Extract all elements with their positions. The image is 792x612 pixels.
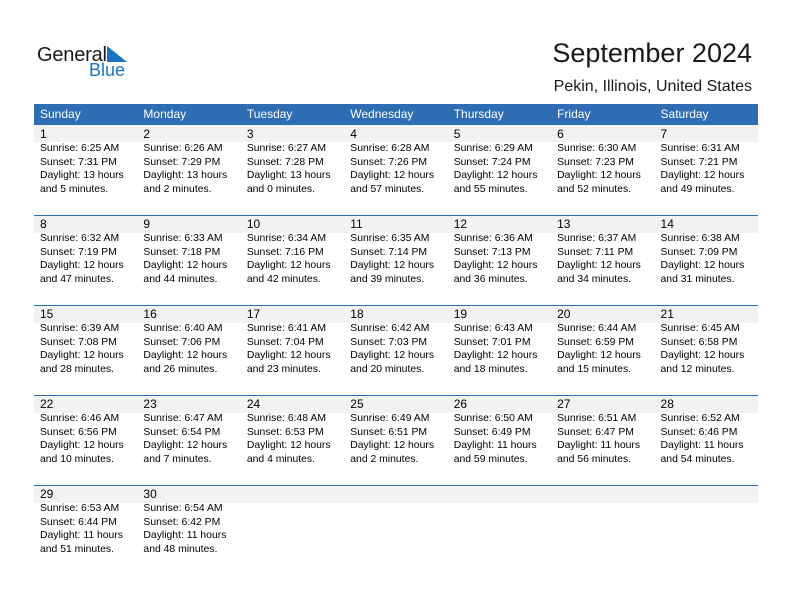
day-daylight2: and 49 minutes. [660,183,735,195]
weekday-friday: Friday [557,107,591,121]
day-daylight1: Daylight: 13 hours [246,170,331,182]
day-cell [551,305,654,376]
weekday-thursday: Thursday [453,107,504,121]
day-sunrise: Sunrise: 6:54 AM [143,503,223,514]
day-sunset: Sunset: 7:18 PM [143,246,221,258]
day-daylight2: and 34 minutes. [557,273,632,285]
day-number: 30 [143,487,157,501]
day-number: 25 [350,397,364,411]
day-sunset: Sunset: 7:06 PM [143,336,221,348]
day-daylight2: and 56 minutes. [557,453,632,465]
day-cell [137,215,240,286]
week-row [34,125,758,215]
day-daylight1: Daylight: 12 hours [557,350,641,362]
day-sunrise: Sunrise: 6:43 AM [453,323,533,334]
day-daylight2: and 55 minutes. [453,183,528,195]
day-sunset: Sunset: 6:51 PM [350,426,428,438]
day-sunset: Sunset: 6:44 PM [40,516,117,528]
day-number: 27 [557,397,571,411]
day-daylight1: Daylight: 13 hours [143,170,228,182]
day-daylight2: and 59 minutes. [453,453,528,465]
day-cell [655,305,758,376]
day-daylight1: Daylight: 12 hours [453,170,538,182]
day-sunrise: Sunrise: 6:38 AM [660,233,740,244]
day-cell [344,305,447,376]
day-daylight1: Daylight: 12 hours [246,440,331,452]
day-sunrise: Sunrise: 6:36 AM [453,233,533,244]
day-daylight2: and 39 minutes. [350,273,425,285]
day-number: 13 [557,217,571,231]
day-sunrise: Sunrise: 6:48 AM [246,413,326,424]
day-sunset: Sunset: 6:46 PM [660,426,738,438]
day-cell [551,395,654,466]
day-daylight1: Daylight: 12 hours [350,170,435,182]
day-cell [551,125,654,196]
day-daylight1: Daylight: 12 hours [143,350,228,362]
day-cell [34,305,137,376]
day-cell [137,125,240,196]
day-daylight1: Daylight: 12 hours [40,440,124,452]
day-number: 2 [143,127,151,141]
week-cells [34,305,758,376]
day-number: 3 [246,127,254,141]
day-sunset: Sunset: 6:58 PM [660,336,738,348]
day-daylight2: and 0 minutes. [246,183,316,195]
day-daylight1: Daylight: 12 hours [453,350,538,362]
day-daylight2: and 15 minutes. [557,363,632,375]
day-daylight1: Daylight: 12 hours [660,170,745,182]
location-subtitle: Pekin, Illinois, United States [553,78,752,95]
day-sunrise: Sunrise: 6:29 AM [453,143,533,154]
day-daylight1: Daylight: 12 hours [143,260,228,272]
day-sunset: Sunset: 7:11 PM [557,246,634,258]
day-sunset: Sunset: 6:53 PM [246,426,324,438]
day-sunrise: Sunrise: 6:27 AM [246,143,326,154]
day-number: 12 [453,217,468,231]
day-daylight1: Daylight: 12 hours [246,260,331,272]
day-sunrise: Sunrise: 6:52 AM [660,413,740,424]
day-number: 11 [350,217,363,231]
day-sunset: Sunset: 7:09 PM [660,246,738,258]
weekday-sunday: Sunday [40,107,81,121]
logo-text-blue: Blue [89,60,126,80]
day-number: 19 [453,307,468,321]
logo [37,44,137,84]
day-cell [137,305,240,376]
day-cell [34,125,137,196]
day-cell [241,305,344,376]
day-sunset: Sunset: 6:56 PM [40,426,117,438]
week-cells [34,215,758,286]
day-daylight2: and 12 minutes. [660,363,735,375]
day-daylight1: Daylight: 11 hours [557,440,641,452]
weekday-header-row [34,104,758,125]
day-daylight2: and 52 minutes. [557,183,632,195]
day-number: 20 [557,307,571,321]
day-daylight2: and 7 minutes. [143,453,212,465]
day-daylight1: Daylight: 12 hours [660,260,745,272]
day-sunrise: Sunrise: 6:49 AM [350,413,430,424]
week-row [34,305,758,395]
day-sunset: Sunset: 6:42 PM [143,516,221,528]
day-daylight2: and 2 minutes. [350,453,419,465]
day-daylight1: Daylight: 13 hours [40,170,124,182]
day-number: 17 [246,307,261,321]
day-sunrise: Sunrise: 6:45 AM [660,323,740,334]
day-sunrise: Sunrise: 6:50 AM [453,413,533,424]
day-daylight1: Daylight: 11 hours [660,440,744,452]
day-daylight1: Daylight: 12 hours [246,350,331,362]
day-number: 29 [40,487,54,501]
day-sunset: Sunset: 6:49 PM [453,426,531,438]
day-cell [34,395,137,466]
week-cells [34,125,758,196]
day-daylight1: Daylight: 12 hours [350,260,435,272]
day-daylight1: Daylight: 12 hours [143,440,228,452]
day-cell [34,215,137,286]
day-daylight2: and 5 minutes. [40,183,109,195]
day-sunset: Sunset: 7:13 PM [453,246,531,258]
day-sunset: Sunset: 7:31 PM [40,156,117,168]
day-sunrise: Sunrise: 6:44 AM [557,323,637,334]
page-title: September 2024 [552,38,752,68]
day-number: 21 [660,307,674,321]
day-sunset: Sunset: 6:54 PM [143,426,221,438]
day-daylight2: and 4 minutes. [246,453,316,465]
day-daylight1: Daylight: 12 hours [557,260,641,272]
day-daylight1: Daylight: 12 hours [557,170,641,182]
day-sunrise: Sunrise: 6:28 AM [350,143,430,154]
day-cell [448,395,551,466]
day-number: 8 [40,217,47,231]
day-cell [448,215,551,286]
day-sunrise: Sunrise: 6:40 AM [143,323,223,334]
day-daylight2: and 28 minutes. [40,363,114,375]
day-cell [448,305,551,376]
day-daylight1: Daylight: 12 hours [453,260,538,272]
day-sunrise: Sunrise: 6:42 AM [350,323,430,334]
day-number: 15 [40,307,54,321]
day-cell [344,395,447,466]
day-sunrise: Sunrise: 6:37 AM [557,233,637,244]
day-daylight1: Daylight: 12 hours [660,350,745,362]
week-cells [34,395,758,466]
day-daylight2: and 18 minutes. [453,363,528,375]
day-sunrise: Sunrise: 6:51 AM [557,413,637,424]
day-cell [655,125,758,196]
day-sunset: Sunset: 7:03 PM [350,336,428,348]
weekday-saturday: Saturday [660,107,709,121]
week-cells [34,485,758,556]
day-daylight2: and 2 minutes. [143,183,212,195]
day-sunrise: Sunrise: 6:46 AM [40,413,120,424]
week-row [34,215,758,305]
day-daylight2: and 42 minutes. [246,273,321,285]
week-row [34,395,758,485]
day-cell [137,395,240,466]
day-sunset: Sunset: 7:28 PM [246,156,324,168]
day-sunset: Sunset: 7:01 PM [453,336,531,348]
day-sunrise: Sunrise: 6:35 AM [350,233,430,244]
day-daylight1: Daylight: 11 hours [453,440,537,452]
weekday-wednesday: Wednesday [350,107,414,121]
day-number: 5 [453,127,461,141]
day-cell [34,485,137,556]
day-number: 1 [40,127,47,141]
day-sunrise: Sunrise: 6:25 AM [40,143,120,154]
weekday-tuesday: Tuesday [246,107,293,121]
day-daylight2: and 57 minutes. [350,183,425,195]
day-sunrise: Sunrise: 6:30 AM [557,143,637,154]
day-daylight2: and 26 minutes. [143,363,218,375]
week-row [34,485,758,575]
day-daylight2: and 48 minutes. [143,543,218,555]
day-daylight2: and 36 minutes. [453,273,528,285]
day-sunset: Sunset: 7:16 PM [246,246,324,258]
day-cell [137,485,240,556]
day-number: 14 [660,217,674,231]
day-number: 9 [143,217,151,231]
day-sunrise: Sunrise: 6:39 AM [40,323,120,334]
day-number: 18 [350,307,364,321]
day-daylight1: Daylight: 12 hours [350,350,435,362]
day-sunrise: Sunrise: 6:53 AM [40,503,120,514]
day-cell [241,125,344,196]
day-sunset: Sunset: 7:14 PM [350,246,428,258]
day-daylight2: and 23 minutes. [246,363,321,375]
day-daylight2: and 20 minutes. [350,363,425,375]
day-sunset: Sunset: 7:08 PM [40,336,117,348]
day-sunset: Sunset: 7:23 PM [557,156,634,168]
day-number: 6 [557,127,564,141]
day-sunset: Sunset: 7:04 PM [246,336,324,348]
day-sunrise: Sunrise: 6:41 AM [246,323,326,334]
day-number: 10 [246,217,261,231]
day-daylight1: Daylight: 11 hours [143,530,227,542]
day-sunset: Sunset: 7:29 PM [143,156,221,168]
day-sunset: Sunset: 7:19 PM [40,246,117,258]
day-sunset: Sunset: 6:59 PM [557,336,634,348]
day-sunset: Sunset: 7:26 PM [350,156,428,168]
day-daylight2: and 31 minutes. [660,273,735,285]
day-number: 22 [40,397,54,411]
day-cell [241,215,344,286]
day-sunrise: Sunrise: 6:26 AM [143,143,223,154]
calendar-grid [34,104,758,575]
day-sunrise: Sunrise: 6:47 AM [143,413,223,424]
day-daylight1: Daylight: 11 hours [40,530,123,542]
day-cell [551,215,654,286]
day-daylight2: and 47 minutes. [40,273,114,285]
day-sunrise: Sunrise: 6:32 AM [40,233,120,244]
day-daylight2: and 44 minutes. [143,273,218,285]
weeks-container [34,125,758,575]
day-cell [344,125,447,196]
day-sunset: Sunset: 7:24 PM [453,156,531,168]
day-sunrise: Sunrise: 6:34 AM [246,233,326,244]
day-daylight2: and 54 minutes. [660,453,735,465]
day-cell [241,395,344,466]
day-daylight1: Daylight: 12 hours [40,350,124,362]
day-cell [344,215,447,286]
day-daylight2: and 51 minutes. [40,543,114,555]
day-sunset: Sunset: 6:47 PM [557,426,634,438]
day-daylight2: and 10 minutes. [40,453,114,465]
day-sunset: Sunset: 7:21 PM [660,156,738,168]
day-number: 23 [143,397,157,411]
day-number: 24 [246,397,261,411]
day-number: 7 [660,127,668,141]
logo-text-general: General [37,44,107,66]
day-sunrise: Sunrise: 6:31 AM [660,143,740,154]
day-daylight1: Daylight: 12 hours [40,260,124,272]
day-daylight1: Daylight: 12 hours [350,440,435,452]
weekday-monday: Monday [143,107,187,121]
day-number: 26 [453,397,468,411]
day-number: 4 [350,127,357,141]
day-cell [448,125,551,196]
day-sunrise: Sunrise: 6:33 AM [143,233,223,244]
day-cell [655,395,758,466]
day-cell [655,215,758,286]
day-number: 16 [143,307,157,321]
day-number: 28 [660,397,674,411]
